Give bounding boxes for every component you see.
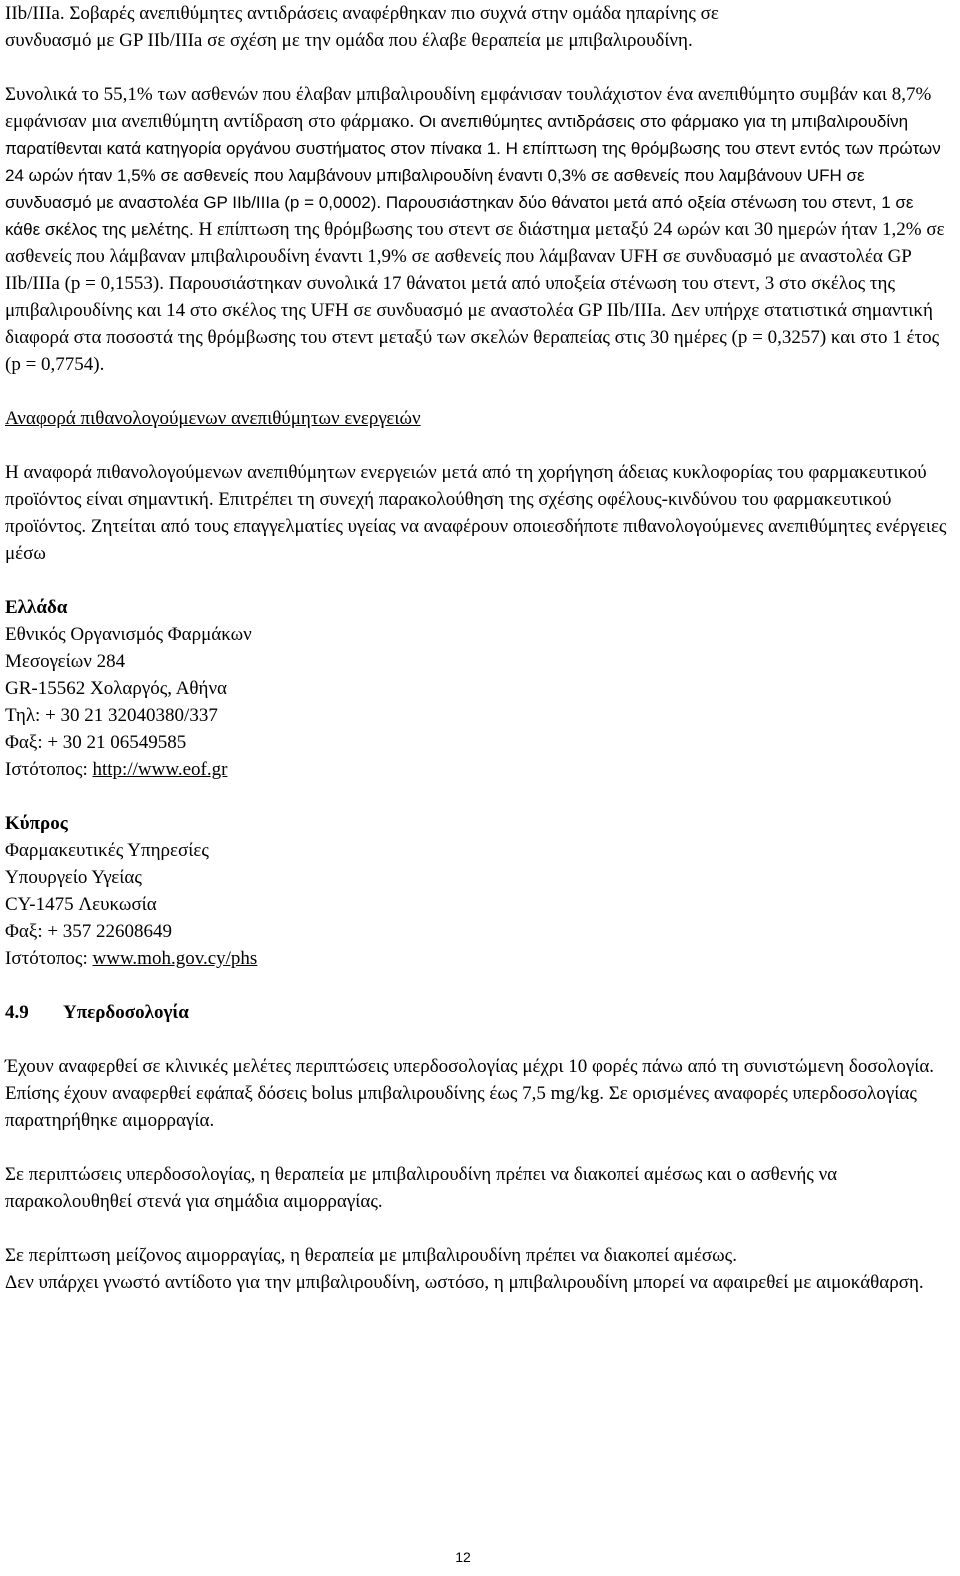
- cyprus-web: [5, 945, 950, 972]
- greece-contact: [5, 594, 950, 783]
- greece-street: Μεσογείων 284: [5, 651, 126, 672]
- overdose-heading: [5, 999, 950, 1026]
- adverse-events-rest: Η επίπτωση της θρόμβωσης του στεντ σε διάστημα μεταξύ 24 ωρών και 30 ημερών ήταν 1,2% σε ασθενείς που λάμβαναν μπιβαλιρουδίνη έναντι 1,9% σε ασθενείς που λάμβαναν UFH σε συνδυασμό με αναστολέα GP IIb/IIIa (p = 0,1553). Παρουσιάστηκαν συνολικά 17 θάνατοι μετά από υποξεία στένωση του στεντ, 3 στο σκέλος της μπιβαλιρουδίνης και 14 στο σκέλος της UFH σε συνδυασμό με αναστολέα GP IIb/IIIa. Δεν υπήρχε στατιστικά σημαντική διαφορά στα ποσοστά της θρόμβωσης του στεντ μεταξύ των σκελών θεραπείας στις 30 ημέρες (p = 0,3257) και στο 1 έτος (p = 0,7754).: [5, 219, 945, 375]
- overdose-paragraph-3-line1: Σε περίπτωση μείζονος αιμορραγίας, η θεραπεία με μπιβαλιρουδίνη πρέπει να διακοπεί αμέσως.: [5, 1245, 737, 1266]
- cyprus-country: Κύπρος: [5, 813, 68, 834]
- cyprus-web-link[interactable]: www.moh.gov.cy/phs: [92, 948, 258, 969]
- reporting-text: Η αναφορά πιθανολογούμενων ανεπιθύμητων ενεργειών μετά από τη χορήγηση άδειας κυκλοφορίας του φαρμακευτικού προϊόντος είναι σημαντική. Επιτρέπει τη συνεχή παρακολούθηση της σχέσης οφέλους-κινδύνου του φαρμακευτικού προϊόντος. Ζητείται από τους επαγγελματίες υγείας να αναφέρουν οποιεσδήποτε πιθανολογούμενες ανεπιθύμητες ενέργειες μέσω: [5, 462, 947, 564]
- section-number: 4.9: [5, 1002, 29, 1023]
- cyprus-fax: Φαξ: + 357 22608649: [5, 921, 173, 942]
- adverse-events-paragraph: [5, 81, 950, 378]
- cyprus-ministry: Υπουργείο Υγείας: [5, 867, 142, 888]
- cyprus-web-label: Ιστότοπος:: [5, 948, 93, 969]
- greece-tel: Τηλ: + 30 21 32040380/337: [5, 705, 218, 726]
- page-number: 12: [455, 1549, 471, 1565]
- overdose-paragraph-1: Έχουν αναφερθεί σε κλινικές μελέτες περιπτώσεις υπερδοσολογίας μέχρι 10 φορές πάνω από τη συνιστώμενη δοσολογία. Επίσης έχουν αναφερθεί εφάπαξ δόσεις bolus μπιβαλιρουδίνης έως 7,5 mg/kg. Σε ορισμένες αναφορές υπερδοσολογίας παρατηρήθηκε αιμορραγία.: [5, 1056, 935, 1131]
- greece-org: Εθνικός Οργανισμός Φαρμάκων: [5, 624, 252, 645]
- paragraph-line: IIb/IIIa. Σοβαρές ανεπιθύμητες αντιδράσεις αναφέρθηκαν πιο συχνά στην ομάδα ηπαρίνης σε: [5, 3, 719, 24]
- cyprus-contact: [5, 810, 950, 972]
- greece-fax: Φαξ: + 30 21 06549585: [5, 732, 187, 753]
- paragraph-continuation: [5, 0, 950, 54]
- paragraph-line: συνδυασμό με GP IIb/IIIa σε σχέση με την ομάδα που έλαβε θεραπεία με μπιβαλιρουδίνη.: [5, 30, 693, 51]
- page-content: [5, 0, 950, 1296]
- greece-web-link[interactable]: http://www.eof.gr: [92, 759, 228, 780]
- overdose-paragraph-2: Σε περιπτώσεις υπερδοσολογίας, η θεραπεία με μπιβαλιρουδίνη πρέπει να διακοπεί αμέσως και ο ασθενής να παρακολουθηθεί στενά για σημάδια αιμορραγίας.: [5, 1164, 838, 1212]
- cyprus-city: CY-1475 Λευκωσία: [5, 894, 157, 915]
- adverse-events-sans-text: Οι ανεπιθύμητες αντιδράσεις στο φάρμακο για τη μπιβαλιρουδίνη παρατίθενται κατά κατηγορία οργάνου συστήματος στον πίνακα 1. Η επίπτωση της θρόμβωσης του στεντ εντός των πρώτων 24 ωρών ήταν 1,5% σε ασθενείς που λαμβάνουν μπιβαλιρουδίνη έναντι 0,3% σε ασθενείς που λαμβάνουν UFH σε συνδυασμό με αναστολέα GP IIb/IIIa (p = 0,0002). Παρουσιάστηκαν δύο θάνατοι μετά από οξεία στένωση του στεντ, 1 σε κάθε σκέλος της μελέτης.: [5, 112, 941, 239]
- greece-web-label: Ιστότοπος:: [5, 759, 93, 780]
- adverse-events-intro: Συνολικά το 55,1% των ασθενών που έλαβαν μπιβαλιρουδίνη εμφάνισαν τουλάχιστον ένα ανεπιθύμητο συμβάν και 8,7% εμφάνισαν μια ανεπιθύμητη αντίδραση στο φάρμακο.: [5, 84, 932, 132]
- overdose-paragraph-3: [5, 1242, 950, 1296]
- greece-country: Ελλάδα: [5, 597, 68, 618]
- overdose-paragraph-3-rest: Δεν υπάρχει γνωστό αντίδοτο για την μπιβαλιρουδίνη, ωστόσο, η μπιβαλιρουδίνη μπορεί να αφαιρεθεί με αιμοκάθαρση.: [5, 1272, 924, 1293]
- cyprus-org: Φαρμακευτικές Υπηρεσίες: [5, 840, 209, 861]
- reporting-heading: Αναφορά πιθανολογούμενων ανεπιθύμητων ενεργειών: [5, 408, 421, 429]
- greece-web: [5, 756, 950, 783]
- greece-city: GR-15562 Χολαργός, Αθήνα: [5, 678, 228, 699]
- section-title: Υπερδοσολογία: [63, 1002, 189, 1023]
